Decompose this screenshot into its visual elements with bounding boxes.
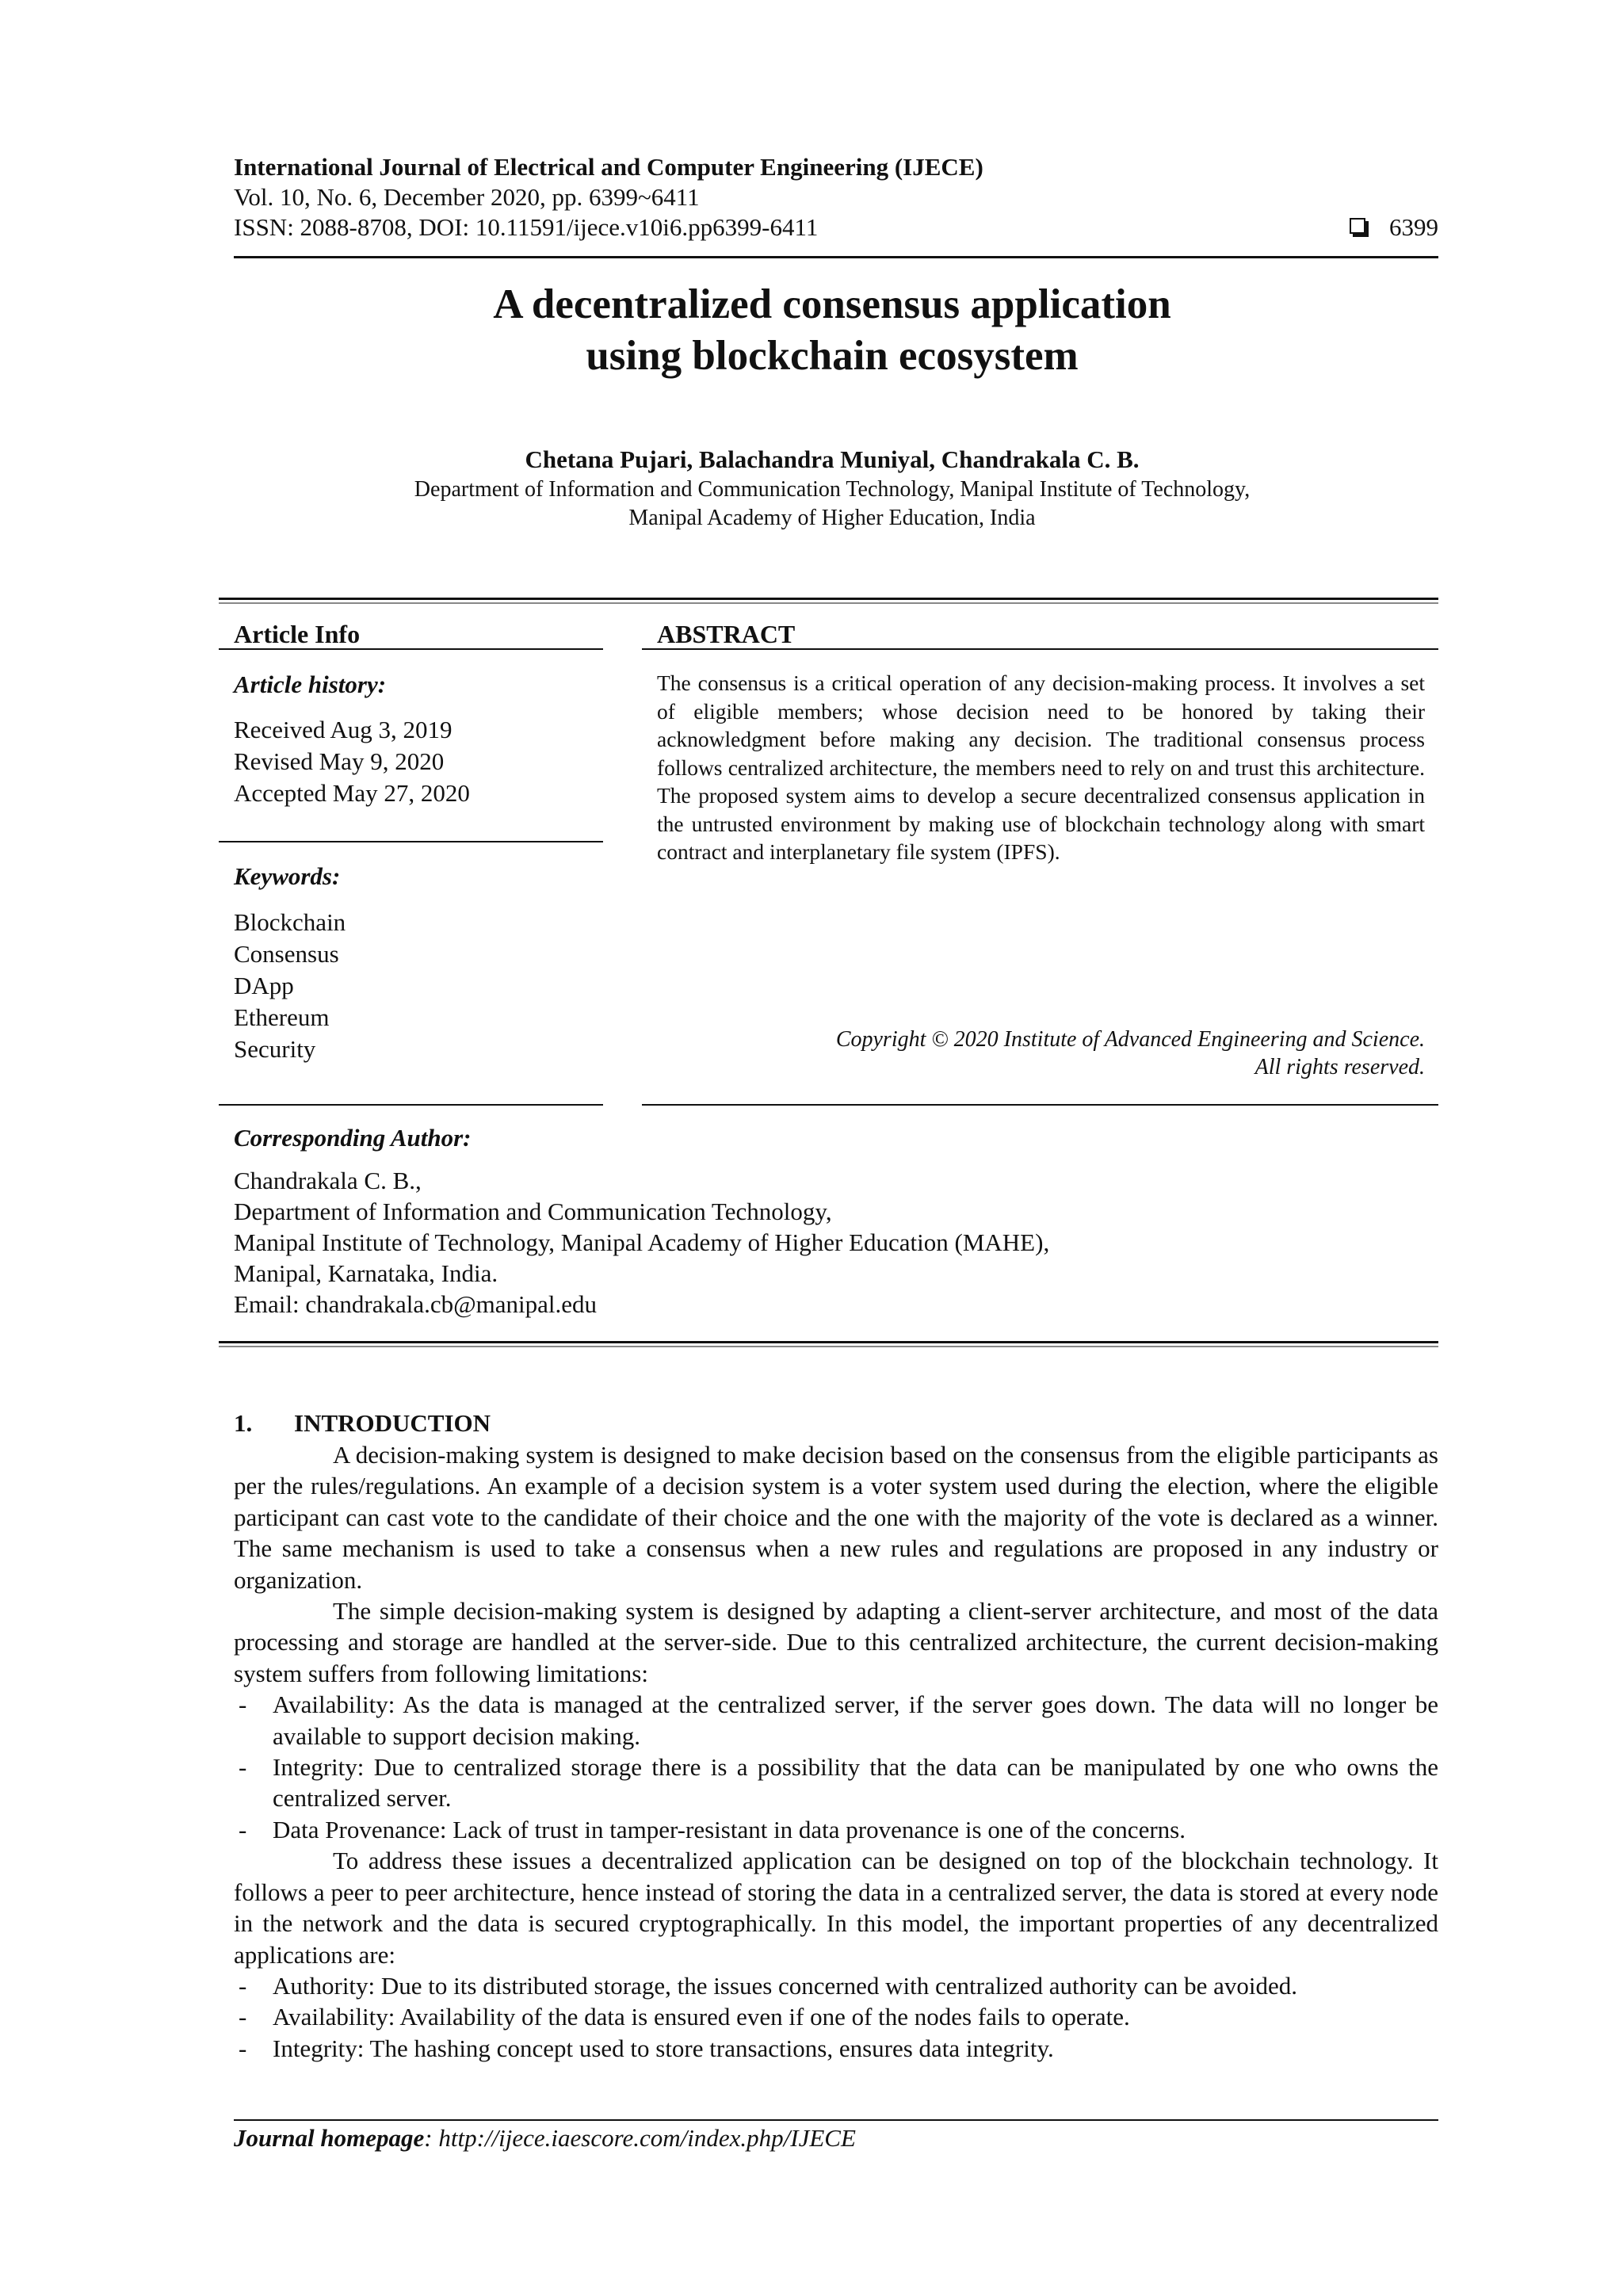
- journal-header: [234, 152, 1438, 243]
- footer-rule: [234, 2119, 1438, 2121]
- introduction-body: [234, 1439, 1438, 2064]
- list-item: - Availability: Availability of the data is ensured even if one of the nodes fails to operate.: [239, 2003, 1130, 2031]
- properties-list: [234, 1970, 1438, 2064]
- header-rule: [234, 256, 1438, 258]
- corresponding-dept: Department of Information and Communication Technology,: [234, 1198, 832, 1225]
- paper-title: [158, 279, 1506, 382]
- homepage-label: Journal homepage: [234, 2124, 425, 2152]
- list-item: - Data Provenance: Lack of trust in tamper-resistant in data provenance is one of the concerns.: [239, 1815, 1186, 1843]
- corresponding-institute: Manipal Institute of Technology, Manipal Academy of Higher Education (MAHE),: [234, 1228, 1050, 1256]
- info-box-bottom-rule: [219, 1341, 1438, 1343]
- abstract-text: The consensus is a critical operation of any decision-making process. It involves a set of eligible members; whose decision need to be honored by taking their acknowledgment before making any decision. The traditional consensus process follows centralized architecture, the members need to rely on and trust this architecture. The proposed system aims to develop a secure decentralized consensus application in the untrusted environment by making use of blockchain technology along with smart contract and interplanetary file system (IPFS).: [657, 670, 1425, 864]
- list-item-text: Availability: As the data is managed at the centralized server, if the server goes down. The data will no longer be available to support decision making.: [273, 1690, 1438, 1750]
- affiliation-line-1: Department of Information and Communication Technology, Manipal Institute of Technology,: [414, 477, 1251, 502]
- paragraph: The simple decision-making system is designed by adapting a client-server architecture, and most of the data processing and storage are handled at the server-side. Due to this centralized architecture, the current decision-making system suffers from following limitations:: [234, 1597, 1438, 1687]
- history-rule: [219, 841, 603, 842]
- article-history: [234, 714, 470, 809]
- page-number: 6399: [1389, 213, 1438, 241]
- abstract-heading: ABSTRACT: [657, 620, 796, 648]
- list-item-text: Availability: Availability of the data is ensured even if one of the nodes fails to operate.: [273, 2003, 1130, 2031]
- list-item-text: Authority: Due to its distributed storage, the issues concerned with centralized authority can be avoided.: [273, 1971, 1298, 2000]
- journal-homepage: [234, 2124, 856, 2153]
- title-line-1: A decentralized consensus application: [493, 281, 1171, 327]
- paragraph: To address these issues a decentralized application can be designed on top of the blockchain technology. It follows a peer to peer architecture, hence instead of storing the data in a centralized server, the data is stored at every node in the network and the data is secured cryptographically. In this model, the important properties of any decentralized applications are:: [234, 1847, 1438, 1969]
- journal-volume: Vol. 10, No. 6, December 2020, pp. 6399~6411: [234, 183, 700, 211]
- limitations-list: [234, 1689, 1438, 1845]
- keyword: DApp: [234, 972, 294, 999]
- corresponding-author-label: Corresponding Author:: [234, 1124, 472, 1152]
- corresponding-email: Email: chandrakala.cb@manipal.edu: [234, 1290, 598, 1318]
- keyword: Consensus: [234, 940, 339, 968]
- affiliation-line-2: Manipal Academy of Higher Education, India: [628, 506, 1036, 530]
- affiliation: [158, 476, 1506, 533]
- copyright-line-2: All rights reserved.: [1254, 1055, 1425, 1079]
- title-line-2: using blockchain ecosystem: [586, 333, 1079, 379]
- section-heading-introduction: [234, 1409, 491, 1438]
- accepted-date: Accepted May 27, 2020: [234, 779, 470, 807]
- author-list: Chetana Pujari, Balachandra Muniyal, Chandrakala C. B.: [525, 445, 1140, 473]
- corresponding-name: Chandrakala C. B.,: [234, 1167, 422, 1194]
- article-info-heading: Article Info: [234, 620, 361, 648]
- article-info-rule: [219, 648, 603, 650]
- keyword: Security: [234, 1035, 316, 1063]
- journal-name: International Journal of Electrical and Computer Engineering (IJECE): [234, 153, 983, 181]
- paragraph: A decision-making system is designed to make decision based on the consensus from the eligible participants as per the rules/regulations. An example of a decision system is a voter system used during the election, where the eligible participant can cast vote to the candidate of their choice and the one with the majority of the vote is declared as a winner. The same mechanism is used to take a consensus when a new rules and regulations are proposed in any industry or organization.: [234, 1441, 1438, 1594]
- keywords-rule: [219, 1104, 603, 1106]
- list-item: - Availability: As the data is managed at the centralized server, if the server goes down. The data will no longer be available to support decision making.: [239, 1690, 1438, 1750]
- list-item: - Integrity: The hashing concept used to store transactions, ensures data integrity.: [239, 2034, 1054, 2062]
- revised-date: Revised May 9, 2020: [234, 747, 445, 775]
- received-date: Received Aug 3, 2019: [234, 716, 453, 743]
- journal-issn: ISSN: 2088-8708, DOI: 10.11591/ijece.v10i6.pp6399-6411: [234, 213, 819, 241]
- list-item-text: Integrity: Due to centralized storage there is a possibility that the data can be manipulated by one who owns the centralized server.: [273, 1753, 1438, 1813]
- article-history-label: Article history:: [234, 670, 387, 698]
- homepage-url[interactable]: : http://ijece.iaescore.com/index.php/IJECE: [424, 2124, 856, 2152]
- keyword: Ethereum: [234, 1003, 330, 1031]
- section-number: 1.: [234, 1409, 253, 1437]
- square-bullet-icon: [1350, 218, 1365, 234]
- corresponding-author: [234, 1165, 1049, 1320]
- copyright: [836, 1026, 1425, 1081]
- abstract-rule: [642, 648, 1438, 650]
- list-item-text: Data Provenance: Lack of trust in tamper-resistant in data provenance is one of the concerns.: [273, 1815, 1186, 1843]
- list-item: - Authority: Due to its distributed storage, the issues concerned with centralized authority can be avoided.: [239, 1971, 1298, 2000]
- keyword: Blockchain: [234, 908, 346, 936]
- list-item-text: Integrity: The hashing concept used to store transactions, ensures data integrity.: [273, 2034, 1054, 2062]
- section-title: INTRODUCTION: [294, 1409, 491, 1437]
- keywords-list: [234, 907, 346, 1065]
- list-item: - Integrity: Due to centralized storage there is a possibility that the data can be manipulated by one who owns the centralized server.: [239, 1753, 1438, 1813]
- corresponding-location: Manipal, Karnataka, India.: [234, 1259, 498, 1287]
- abstract-bottom-rule: [642, 1104, 1438, 1106]
- keywords-label: Keywords:: [234, 862, 341, 890]
- info-box-top-rule: [219, 598, 1438, 600]
- copyright-line-1: Copyright © 2020 Institute of Advanced Engineering and Science.: [835, 1027, 1425, 1052]
